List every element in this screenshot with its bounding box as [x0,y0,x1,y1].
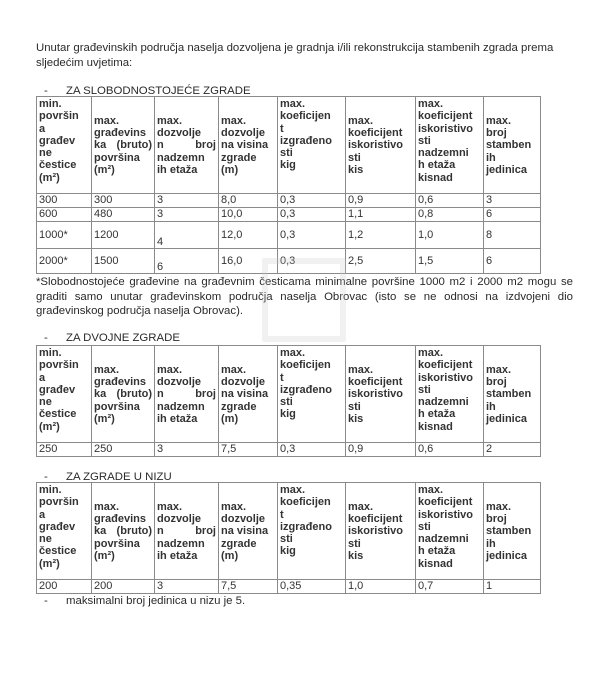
header-line: max. [221,114,247,127]
header-line: (m²) [39,171,60,184]
header-line: dozvolje [221,376,266,389]
header-line: kig [280,159,296,172]
note-text: maksimalni broj jedinica u nizu je 5. [66,595,246,607]
header-line: koeficijen [280,110,331,123]
header-min-area [37,346,92,443]
header-line: broj [486,127,507,140]
table-u-nizu [36,482,541,594]
cell-kis: 1,2 [346,222,416,249]
cell-max-floors: 3 [155,208,219,222]
header-line: izgrađeno [280,520,332,533]
header-min-area [37,97,92,194]
header-line: dozvolje [221,127,266,140]
table-row [37,194,541,208]
header-line: n broj [157,525,216,538]
header-kig [278,483,346,580]
header-line: kis [348,163,364,176]
footnote: *Slobodnostojeće građevine na građevnim česticama minimalne površine 1000 m2 i 2000 m2 mogu se graditi samo unutar građevinskom područja naselja Obrovac (isto se ne odnosi na izdvojeni dio građevinskog područja naselja Obrovac). [36,276,573,317]
cell-max-height: 12,0 [219,222,278,249]
header-line: ne [39,533,52,546]
cell-kis: 2,5 [346,249,416,274]
bullet-dash: - [44,595,48,607]
header-max-units [484,483,541,580]
header-line: kig [280,408,296,421]
header-kis [346,346,416,443]
section-title-dvojne [44,332,180,345]
header-line: ka (bruto) [94,525,152,538]
header-line: površin [39,359,79,372]
header-line: dozvolje [157,513,202,526]
header-line: max. [486,500,512,513]
header-line: dozvolje [157,376,202,389]
header-line: koeficijen [280,359,331,372]
header-kisnad [416,483,484,580]
header-line: ka (bruto) [94,388,152,401]
header-line: n broj [157,388,216,401]
header-max-height [219,346,278,443]
table-row [37,208,541,222]
cell-max-gross-area: 250 [92,443,155,457]
header-line: nadzemn [157,537,205,550]
header-line: broj [486,513,507,526]
header-line: sti [348,400,361,413]
header-line: max. [94,363,120,376]
header-line: sti [418,520,431,533]
cell-max-units: 8 [484,222,541,249]
table-header-row [37,483,541,580]
section-title-text: ZA SLOBODNOSTOJEĆE ZGRADE [66,85,251,97]
header-line: max. [348,500,374,513]
cell-kis: 1,1 [346,208,416,222]
header-kisnad [416,346,484,443]
header-line: površina [94,151,140,164]
header-line: t [280,508,284,521]
header-line: površina [94,400,140,413]
table-row [37,222,541,249]
header-line: max. [157,114,183,127]
cell-min-area: 2000* [37,249,92,274]
header-line: kis [348,412,364,425]
header-line: sti [348,537,361,550]
cell-kig: 0,3 [278,208,346,222]
cell-max-floors: 3 [155,580,219,594]
header-line: kisnad [418,171,453,184]
header-max-gross-area [92,346,155,443]
header-line: jedinica [486,412,527,425]
header-line: iskoristivo [348,139,404,152]
header-line: max. [486,114,512,127]
header-line: koeficijent [348,376,403,389]
header-line: zgrade [221,151,257,164]
header-max-units [484,346,541,443]
header-line: na visina [221,388,269,401]
header-line: max. [418,98,444,110]
header-line: čestice [39,545,77,558]
cell-kig: 0,3 [278,222,346,249]
header-line: nadzemni [418,396,469,409]
header-max-height [219,97,278,194]
cell-max-height: 7,5 [219,443,278,457]
header-line: max. [157,363,183,376]
bullet-dash: - [44,471,48,483]
header-line: h etaža [418,545,456,558]
header-line: ih [486,151,496,164]
header-line: nadzemni [418,147,469,160]
header-line: min. [39,347,62,359]
section-title-text: ZA DVOJNE ZGRADE [66,332,180,344]
cell-min-area: 200 [37,580,92,594]
cell-min-area: 1000* [37,222,92,249]
header-line: građevins [94,513,146,526]
header-line: stamben [486,139,532,152]
header-line: sti [348,151,361,164]
header-line: iskoristivo [348,388,404,401]
header-line: površina [94,537,140,550]
header-line: sti [280,533,293,546]
header-line: izgrađeno [280,383,332,396]
header-line: koeficijen [280,496,331,509]
table-dvojne [36,345,541,457]
header-line: koeficijent [418,110,473,123]
cell-max-height: 10,0 [219,208,278,222]
header-line: zgrade [221,537,257,550]
cell-max-gross-area: 200 [92,580,155,594]
header-line: koeficijent [418,359,473,372]
header-line: čestice [39,408,77,421]
header-line: ih [486,537,496,550]
header-kisnad [416,97,484,194]
header-line: površin [39,110,79,123]
header-line: a [39,508,46,521]
cell-max-height: 7,5 [219,580,278,594]
cell-kig: 0,3 [278,194,346,208]
header-line: koeficijent [418,496,473,509]
header-line: sti [280,147,293,160]
header-line: kisnad [418,557,453,570]
header-line: (m²) [39,557,60,570]
header-line: građev [39,520,76,533]
cell-max-units: 3 [484,194,541,208]
header-line: iskoristivo [418,371,474,384]
cell-max-height: 8,0 [219,194,278,208]
table-row [37,443,541,457]
header-line: n broj [157,139,216,152]
note-max-units [44,595,245,607]
cell-max-floors: 6 [155,249,219,274]
header-line: iskoristivo [348,525,404,538]
header-line: max. [348,363,374,376]
header-line: kisnad [418,420,453,433]
table-row [37,249,541,274]
table-slobodnostojece [36,96,541,274]
header-line: ih [486,400,496,413]
cell-kisnad: 1,5 [416,249,484,274]
header-line: max. [280,347,306,359]
header-line: građevins [94,376,146,389]
header-line: ih etaža [157,412,198,425]
header-line: građev [39,134,76,147]
header-line: max. [348,114,374,127]
cell-kisnad: 0,7 [416,580,484,594]
cell-max-gross-area: 1200 [92,222,155,249]
header-line: ih etaža [157,163,198,176]
header-line: stamben [486,525,532,538]
header-line: ih etaža [157,549,198,562]
cell-kisnad: 0,6 [416,194,484,208]
cell-kig: 0,3 [278,249,346,274]
header-line: građev [39,383,76,396]
header-kis [346,97,416,194]
header-line: na visina [221,139,269,152]
header-line: (m) [221,412,239,425]
header-max-height [219,483,278,580]
table-row [37,580,541,594]
header-line: koeficijent [348,513,403,526]
cell-max-units: 6 [484,249,541,274]
header-line: max. [280,98,306,110]
header-max-floors [155,483,219,580]
cell-kisnad: 1,0 [416,222,484,249]
cell-max-height: 16,0 [219,249,278,274]
header-max-units [484,97,541,194]
cell-kisnad: 0,6 [416,443,484,457]
header-line: čestice [39,159,77,172]
section-title-text: ZA ZGRADE U NIZU [66,471,172,483]
cell-kig: 0,3 [278,443,346,457]
header-line: max. [418,347,444,359]
header-line: sti [280,396,293,409]
header-max-floors [155,97,219,194]
bullet-dash: - [44,85,48,97]
header-line: min. [39,98,62,110]
header-line: zgrade [221,400,257,413]
header-line: max. [157,500,183,513]
cell-kig: 0,35 [278,580,346,594]
cell-max-gross-area: 1500 [92,249,155,274]
header-line: a [39,122,46,135]
header-line: sti [418,134,431,147]
header-kis [346,483,416,580]
table-header-row [37,346,541,443]
header-kig [278,346,346,443]
header-line: (m) [221,549,239,562]
header-line: stamben [486,388,532,401]
header-line: max. [418,484,444,496]
cell-kis: 1,0 [346,580,416,594]
header-line: na visina [221,525,269,538]
header-line: max. [280,484,306,496]
cell-min-area: 600 [37,208,92,222]
header-line: max. [221,363,247,376]
cell-min-area: 300 [37,194,92,208]
header-line: kig [280,545,296,558]
header-max-gross-area [92,483,155,580]
header-line: nadzemn [157,400,205,413]
cell-kisnad: 0,8 [416,208,484,222]
header-line: iskoristivo [418,122,474,135]
header-line: koeficijent [348,127,403,140]
header-line: dozvolje [221,513,266,526]
header-line: sti [418,383,431,396]
header-line: površin [39,496,79,509]
header-line: izgrađeno [280,134,332,147]
header-line: iskoristivo [418,508,474,521]
header-line: građevins [94,127,146,140]
cell-max-floors: 3 [155,194,219,208]
header-line: max. [94,114,120,127]
header-line: ne [39,147,52,160]
header-line: h etaža [418,408,456,421]
header-line: t [280,122,284,135]
header-line: kis [348,549,364,562]
header-line: max. [486,363,512,376]
header-max-floors [155,346,219,443]
header-line: (m²) [39,420,60,433]
header-min-area [37,483,92,580]
header-line: ne [39,396,52,409]
cell-max-gross-area: 300 [92,194,155,208]
header-line: dozvolje [157,127,202,140]
header-line: (m²) [94,412,115,425]
cell-max-units: 6 [484,208,541,222]
header-line: (m) [221,163,239,176]
header-line: t [280,371,284,384]
header-line: nadzemni [418,533,469,546]
cell-kis: 0,9 [346,443,416,457]
header-line: jedinica [486,549,527,562]
cell-max-units: 2 [484,443,541,457]
header-line: ka (bruto) [94,139,152,152]
header-line: broj [486,376,507,389]
header-line: a [39,371,46,384]
header-line: jedinica [486,163,527,176]
header-line: max. [221,500,247,513]
bullet-dash: - [44,332,48,344]
cell-max-gross-area: 480 [92,208,155,222]
cell-kis: 0,9 [346,194,416,208]
cell-max-floors: 3 [155,443,219,457]
header-line: nadzemn [157,151,205,164]
header-line: min. [39,484,62,496]
cell-max-units: 1 [484,580,541,594]
header-kig [278,97,346,194]
cell-max-floors: 4 [155,222,219,249]
header-line: (m²) [94,163,115,176]
intro-paragraph: Unutar građevinskih područja naselja dozvoljena je gradnja i/ili rekonstrukcija stambenih zgrada prema sljedećim uvjetima: [36,42,554,69]
header-max-gross-area [92,97,155,194]
table-header-row [37,97,541,194]
cell-min-area: 250 [37,443,92,457]
header-line: h etaža [418,159,456,172]
header-line: max. [94,500,120,513]
header-line: (m²) [94,549,115,562]
